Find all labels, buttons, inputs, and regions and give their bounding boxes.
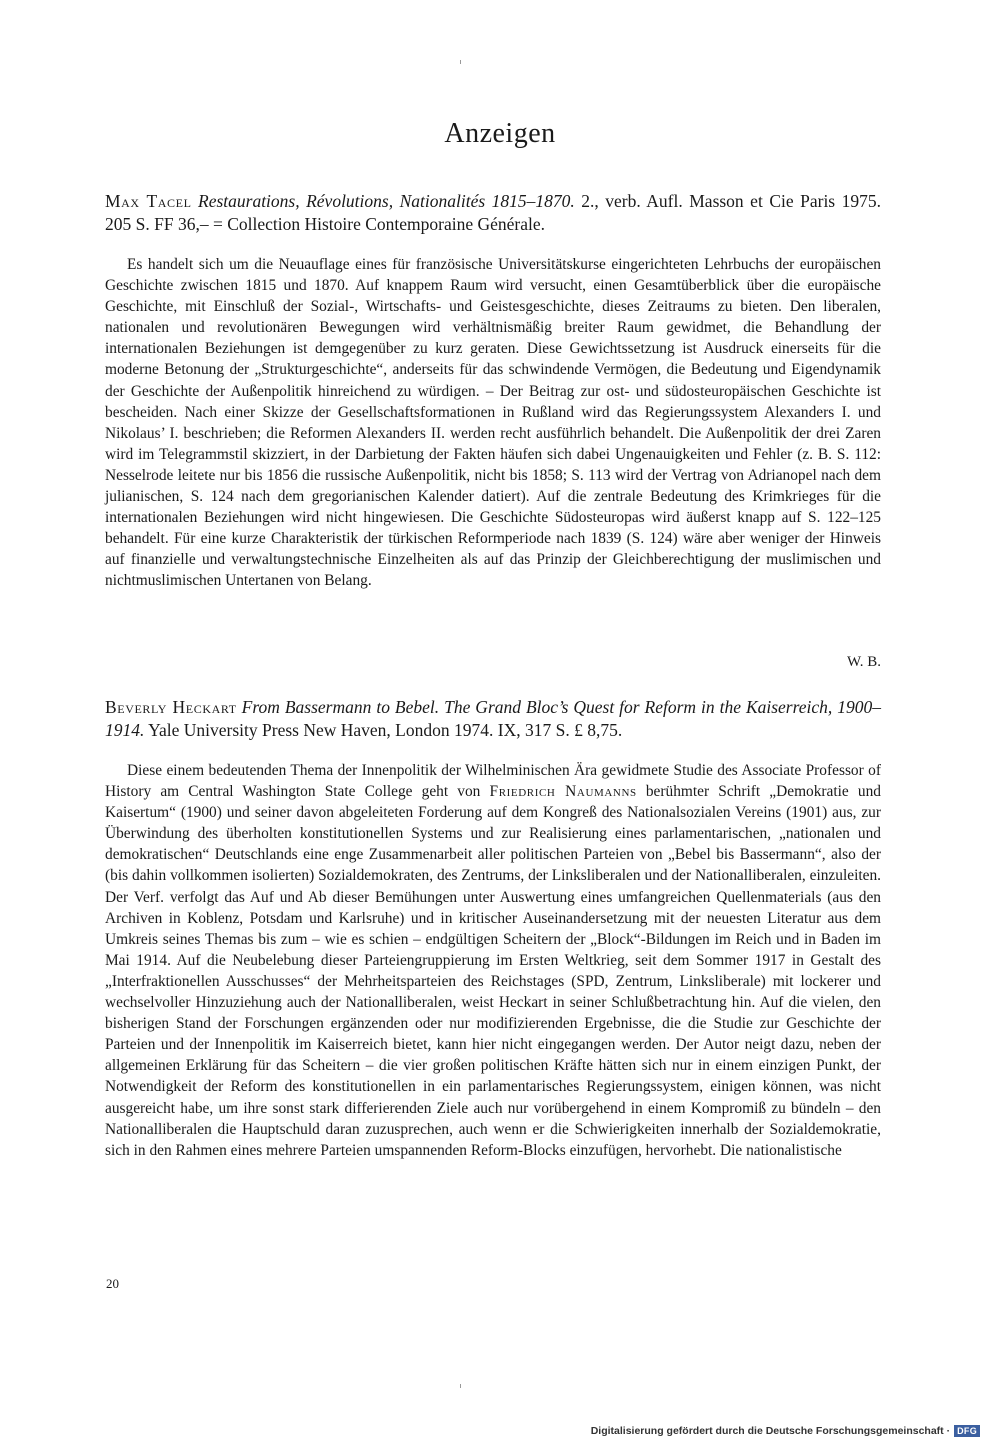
entry-1-citation [105, 190, 881, 236]
scan-mark-top [460, 60, 461, 64]
entry-1-signature: W. B. [846, 654, 881, 670]
entry-2-body-part2: berühmter Schrift „Demokratie und Kaisertum“ (1900) und seiner davon abgeleiteten Forderung auf dem Kongreß des Nationalsozialen Vereins (1901) aus, zur Überwindung des überholten konstitutionellen Systems und zur Realisierung eines parlamentarischen, „nationalen und demokratischen“ Deutschlands eine enge Zusammenarbeit aller politischen Parteien von „Bebel bis Bassermann“, also der (bis dahin vollkommen isolierten) Sozialdemokraten, des Zentrums, der Linksliberalen und der Nationalliberalen, einzuleiten. Der Verf. verfolgt das Auf und Ab dieser Bemühungen unter Auswertung eines umfangreichen Quellenmaterials (aus den Archiven in Koblenz, Potsdam und Karlsruhe) und in kritischer Auseinandersetzung mit der neuesten Literatur aus dem Umkreis seines Themas bis zum – wie es schien – endgültigen Scheitern der „Block“-Bildungen im Reich und in Baden im Mai 1914. Auf die Neubelebung dieser Parteiengruppierung im Ersten Weltkrieg, seit dem Sommer 1917 in Gestalt des „Interfraktionellen Ausschusses“ der Mehrheitsparteien des Reichstages (SPD, Zentrum, Linksliberale) mit lockerer und wechselvoller Hinzuziehung auch der Nationalliberalen, weist Heckart in seiner Schlußbetrachtung hin. Auf die vielen, den bisherigen Stand der Forschungen ergänzenden oder nur modifizierenden Ergebnisse, die die Studie zur Geschichte der Parteien und der Innenpolitik im Kaiserreich bietet, kann hier nicht eingegangen werden. Der Autor neigt dazu, neben der allgemeinen Erklärung für das Scheitern – die vier großen politischen Kräfte hätten sich nur in einem einzigen Punkt, der Notwendigkeit der Reform des konstitutionellen in ein parlamentarisches Regierungssystem, einigen können, was nicht ausgereicht habe, um ihre sonst stark differierenden Ziele auch nur vorübergehend in einem Kompromiß zu bündeln – den Nationalliberalen die Hauptschuld daran zuzusprechen, auch wenn er die Schwierigkeiten innerhalb der Sozialdemokratie, sich in den Rahmen eines mehrere Parteien umspannenden Reform-Blocks einzufügen, hervorhebt. Die nationalistische [105, 783, 881, 1159]
entry-2-publication: Yale University Press New Haven, London 1974. IX, 317 S. £ 8,75. [144, 720, 623, 740]
dfg-logo: DFG [954, 1425, 980, 1437]
page-number: 20 [106, 1276, 119, 1291]
entry-2-paragraph [105, 760, 881, 1161]
entry-2-citation [105, 696, 881, 742]
entry-1-publication: 2., verb. Aufl. Masson et Cie Paris 1975. 205 S. FF 36,– = Collection Histoire Contemporaine Générale. [105, 191, 881, 234]
entry-2-body-part1: Diese einem bedeutenden Thema der Innenpolitik der Wilhelminischen Ära gewidmete Studie des Associate Professor of History am Central Washington State College geht von [105, 762, 881, 801]
footer-text: Digitalisierung gefördert durch die Deutsche Forschungsgemeinschaft · [590, 1425, 951, 1437]
entry-1-author: Max Tacel [105, 191, 192, 211]
scan-mark-bottom [460, 1384, 461, 1388]
entry-1-body [105, 254, 881, 592]
entry-2-author: Beverly Heckart [105, 697, 237, 717]
entry-2-body-name: Friedrich Naumanns [489, 783, 637, 801]
page-heading: Anzeigen [444, 118, 556, 149]
entry-1-paragraph: Es handelt sich um die Neuauflage eines für französische Universitätskurse eingerichteten Lehrbuchs der europäischen Geschichte zwischen 1815 und 1870. Auf knappem Raum wird versucht, einen Gesamtüberblick über die europäische Geschichte, mit Einschluß der Sozial-, Wirtschafts- und Geistesgeschichte, dieses Zeitraums zu bieten. Den liberalen, nationalen und revolutionären Bewegungen wird verhältnismäßig breiter Raum gewidmet, die Behandlung der internationalen Beziehungen ist demgegenüber zu kurz geraten. Diese Gewichtssetzung ist Ausdruck einerseits für die moderne Betonung der „Strukturgeschichte“, anderseits für das schwindende Vermögen, die Bedeutung und Eigendynamik der Geschichte der Außenpolitik hinreichend zu würdigen. – Der Beitrag zur ost- und südosteuropäischen Geschichte ist bescheiden. Nach einer Skizze der Gesellschaftsformationen in Rußland wird das Regierungssystem Alexanders I. und Nikolaus’ I. beschrieben; die Reformen Alexanders II. werden recht ausführlich behandelt. Die Außenpolitik der drei Zaren wird im Telegrammstil skizziert, in der Darbietung der Fakten häufen sich dabei Ungenauigkeiten und Fehler (z. B. S. 112: Nesselrode leitete nur bis 1856 die russische Außenpolitik, nicht bis 1858; S. 113 wird der Vertrag von Adrianopel nach dem julianischen, S. 124 nach dem gregorianischen Kalender datiert). Auf die zentrale Bedeutung des Krimkrieges für die internationalen Beziehungen wird nicht hingewiesen. Die Geschichte Südosteuropas wird äußerst knapp auf S. 122–125 behandelt. Für eine kurze Charakteristik der türkischen Reformperiode nach 1839 (S. 124) wäre aber weniger der Hinweis auf finanzielle und verwaltungstechnische Einzelheiten als auf das Prinzip der Gleichberechtigung der muslimischen und nichtmuslimischen Untertanen von Belang. [105, 256, 881, 590]
entry-1-title: Restaurations, Révolutions, Nationalités 1815–1870. [198, 191, 575, 211]
digitization-footer [591, 1425, 980, 1437]
entry-2-body [105, 760, 881, 1161]
entry-2-title: From Bassermann to Bebel. The Grand Bloc’s Quest for Reform in the Kaiserreich, 1900–1914. [105, 697, 882, 740]
